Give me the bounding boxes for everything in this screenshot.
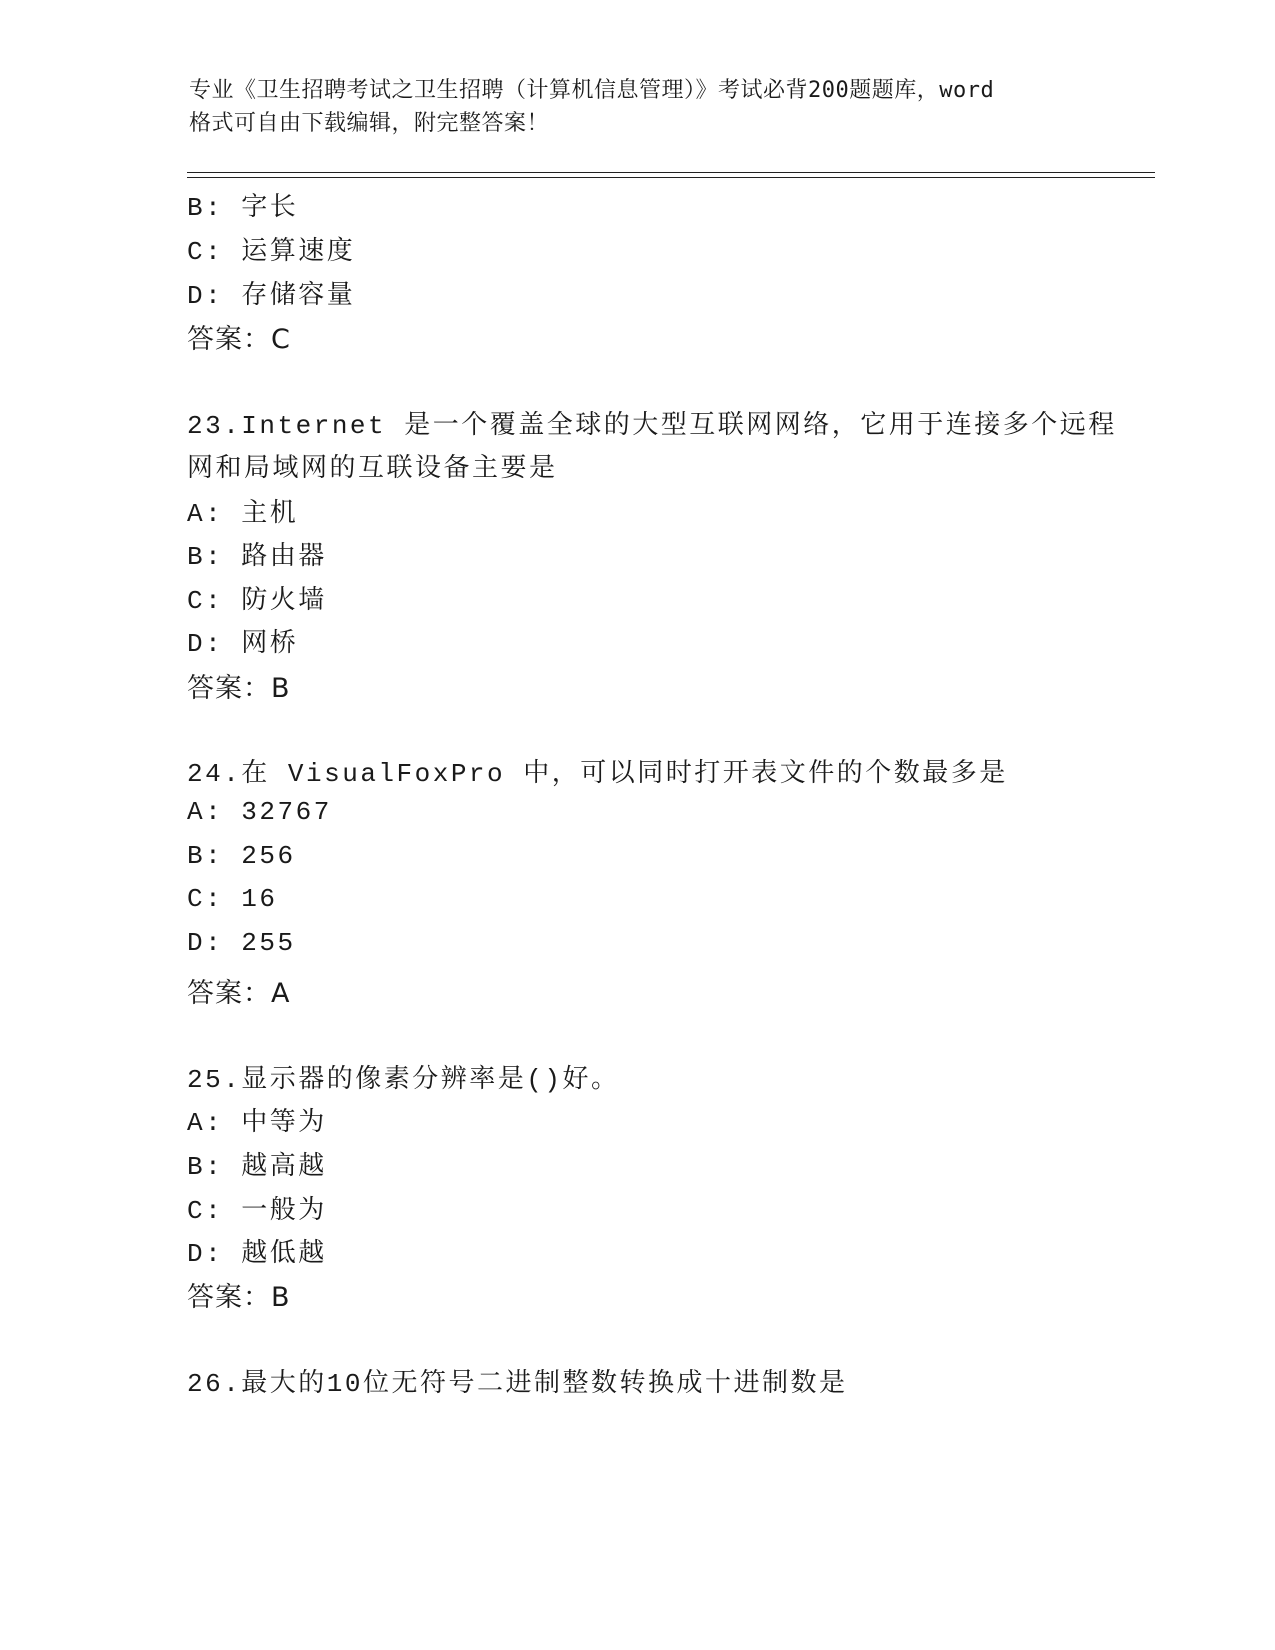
q24-option-b: B: 256 [187, 841, 296, 871]
q23-answer: 答案：B [187, 673, 291, 704]
q24-option-d: D: 255 [187, 928, 296, 958]
document-header [189, 74, 1089, 140]
q25-option-a: A: 中等为 [187, 1108, 327, 1138]
q23-question-line-1: 23.Internet 是一个覆盖全球的大型互联网网络，它用于连接多个远程 [187, 411, 1117, 441]
q25-option-b: B: 越高越 [187, 1152, 327, 1182]
header-divider-top [187, 172, 1155, 173]
q23-option-c: C: 防火墙 [187, 586, 327, 616]
q24-option-a: A: 32767 [187, 797, 332, 827]
q22-option-c: C: 运算速度 [187, 237, 356, 267]
q25-answer: 答案：B [187, 1282, 291, 1313]
q23-option-d: D: 网桥 [187, 629, 299, 659]
q22-option-b: B: 字长 [187, 193, 299, 223]
q25-option-d: D: 越低越 [187, 1239, 327, 1269]
q25-question: 25.显示器的像素分辨率是()好。 [187, 1065, 620, 1095]
q23-option-b: B: 路由器 [187, 542, 327, 572]
q25-option-c: C: 一般为 [187, 1196, 327, 1226]
q23-question-line-2: 网和局域网的互联设备主要是 [187, 454, 558, 484]
header-divider-bottom [187, 177, 1155, 178]
q24-question: 24.在 VisualFoxPro 中，可以同时打开表文件的个数最多是 [187, 759, 1008, 789]
header-line-1: 专业《卫生招聘考试之卫生招聘（计算机信息管理）》考试必背200题题库，word [189, 78, 995, 103]
q26-question: 26.最大的10位无符号二进制整数转换成十进制数是 [187, 1369, 848, 1399]
q22-option-d: D: 存储容量 [187, 281, 356, 311]
q24-option-c: C: 16 [187, 884, 278, 914]
header-line-2: 格式可自由下载编辑，附完整答案！ [189, 111, 550, 136]
q22-answer: 答案：C [187, 324, 291, 355]
q24-answer: 答案：A [187, 978, 291, 1009]
q23-option-a: A: 主机 [187, 499, 299, 529]
